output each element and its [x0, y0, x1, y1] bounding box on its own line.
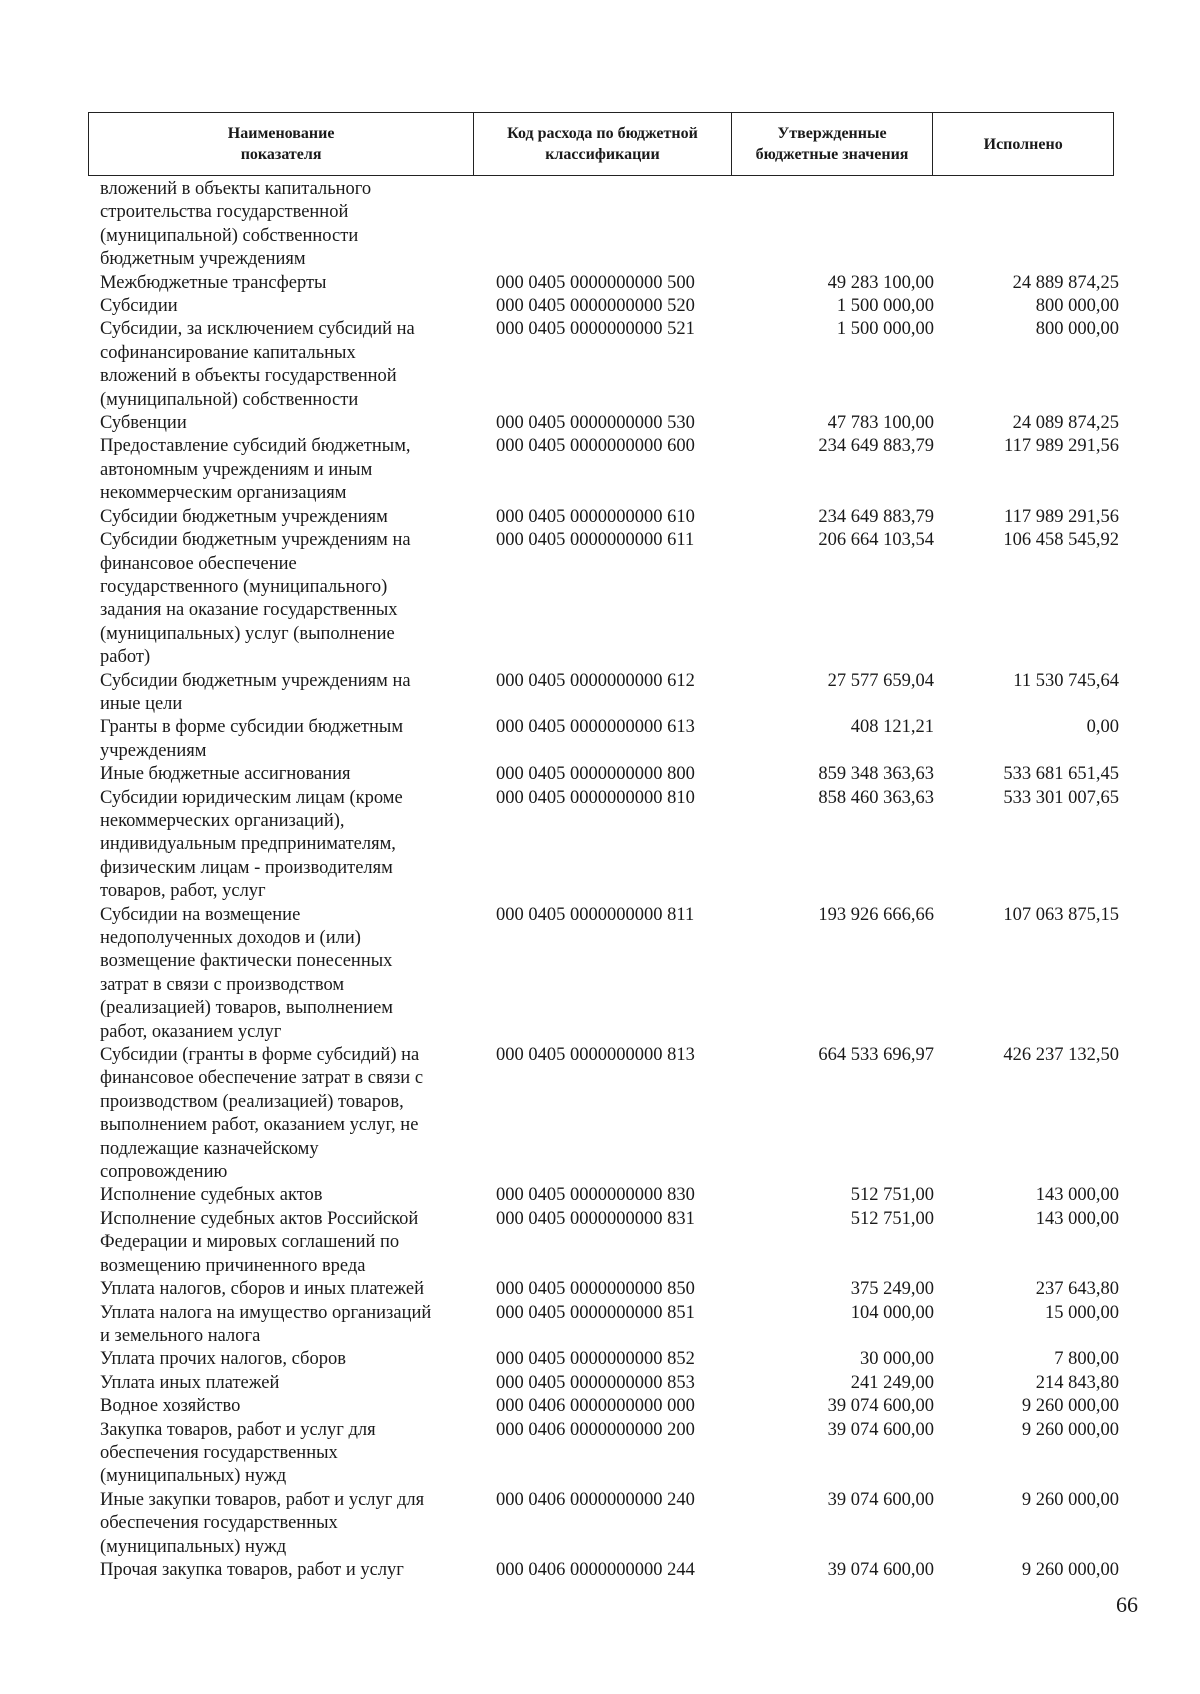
row-code: 000 0405 0000000000 800: [496, 764, 695, 785]
row-name: Водное хозяйство: [100, 1396, 241, 1417]
table-row: [100, 1559, 1120, 1582]
row-name: Исполнение судебных актов: [100, 1185, 323, 1206]
row-approved: 234 649 883,79: [818, 436, 934, 457]
row-approved: [716, 178, 934, 272]
row-executed: 533 681 651,45: [1003, 764, 1119, 785]
table-row: [100, 670, 1120, 717]
row-code: [496, 178, 716, 272]
row-code: 000 0405 0000000000 813: [496, 1045, 695, 1066]
row-executed: 117 989 291,56: [1004, 436, 1119, 457]
row-executed: 9 260 000,00: [1021, 1559, 1119, 1580]
row-code: 000 0405 0000000000 600: [496, 436, 695, 457]
row-code: 000 0406 0000000000 244: [496, 1559, 695, 1580]
table-row: [100, 1044, 1120, 1184]
row-executed: 24 889 874,25: [1012, 272, 1119, 293]
table-row: [100, 1419, 1120, 1489]
row-executed: [934, 178, 1119, 272]
row-executed: 533 301 007,65: [1003, 787, 1119, 808]
row-name: Иные бюджетные ассигнования: [100, 764, 351, 785]
header-approved: Утвержденные бюджетные значения: [732, 113, 934, 175]
row-approved: 858 460 363,63: [818, 787, 934, 808]
row-name: Иные закупки товаров, работ и услуг для обеспечения государственных (муниципальных) нужд: [100, 1489, 425, 1557]
row-approved: 39 074 600,00: [827, 1419, 934, 1440]
table-row: [100, 412, 1120, 435]
row-name: Субвенции: [100, 413, 187, 434]
row-executed: 11 530 745,64: [1013, 670, 1119, 691]
row-approved: 39 074 600,00: [827, 1489, 934, 1510]
row-code: 000 0405 0000000000 810: [496, 787, 695, 808]
row-approved: 1 500 000,00: [836, 296, 934, 317]
row-name: Субсидии: [100, 296, 178, 317]
row-code: 000 0405 0000000000 530: [496, 413, 695, 434]
row-approved: 27 577 659,04: [827, 670, 934, 691]
header-name: Наименование показателя: [89, 113, 474, 175]
row-executed: 214 843,80: [1035, 1372, 1119, 1393]
row-code: 000 0405 0000000000 500: [496, 272, 695, 293]
row-approved: 49 283 100,00: [827, 272, 934, 293]
row-executed: 800 000,00: [1035, 319, 1119, 340]
table-row: [100, 435, 1120, 505]
table-row: [100, 1208, 1120, 1278]
row-approved: 104 000,00: [850, 1302, 934, 1323]
row-name: Гранты в форме субсидии бюджетным учреждениям: [100, 717, 404, 761]
header-executed: Исполнено: [983, 135, 1063, 153]
row-code: 000 0405 0000000000 613: [496, 717, 695, 738]
table-row: [100, 1395, 1120, 1418]
page-number: 66: [1116, 1592, 1138, 1617]
row-approved: 859 348 363,63: [818, 764, 934, 785]
table-row: [100, 904, 1120, 1044]
row-name: Субсидии, за исключением субсидий на софинансирование капитальных вложений в объекты государственной (муниципальной) собственности: [100, 319, 415, 410]
row-name: Субсидии бюджетным учреждениям на финансовое обеспечение государственного (муниципального) задания на оказание государственных (муниципальных) услуг (выполнение работ): [100, 530, 411, 668]
table-row: [100, 295, 1120, 318]
row-name: Межбюджетные трансферты: [100, 272, 327, 293]
table-row: [100, 1184, 1120, 1207]
row-executed: 143 000,00: [1035, 1185, 1119, 1206]
row-name: Исполнение судебных актов Российской Федерации и мировых соглашений по возмещению причиненного вреда: [100, 1208, 419, 1276]
row-executed: 15 000,00: [1045, 1302, 1119, 1323]
table-row: [100, 787, 1120, 904]
row-executed: 0,00: [1086, 717, 1119, 738]
row-executed: 9 260 000,00: [1021, 1489, 1119, 1510]
row-name: Субсидии на возмещение недополученных доходов и (или) возмещение фактически понесенных затрат в связи с производством (реализацией) товаров, выполнением работ, оказанием услуг: [100, 904, 393, 1042]
row-approved: 39 074 600,00: [827, 1396, 934, 1417]
table-row: [100, 1302, 1120, 1349]
row-code: 000 0406 0000000000 000: [496, 1396, 695, 1417]
row-executed: 106 458 545,92: [1003, 530, 1119, 551]
row-approved: 206 664 103,54: [818, 530, 934, 551]
row-code: 000 0405 0000000000 612: [496, 670, 695, 691]
row-code: 000 0406 0000000000 240: [496, 1489, 695, 1510]
row-code: 000 0405 0000000000 811: [496, 904, 695, 925]
row-executed: 426 237 132,50: [1003, 1045, 1119, 1066]
row-name: Субсидии бюджетным учреждениям на иные цели: [100, 670, 411, 714]
row-name: Субсидии юридическим лицам (кроме некоммерческих организаций), индивидуальным предпринимателям, физическим лицам - производителям товаров, работ, услуг: [100, 787, 403, 902]
row-approved: 193 926 666,66: [818, 904, 934, 925]
row-approved: 39 074 600,00: [827, 1559, 934, 1580]
table-row: [100, 506, 1120, 529]
table-body: [100, 178, 1120, 1582]
row-executed: 9 260 000,00: [1021, 1419, 1119, 1440]
row-approved: 512 751,00: [850, 1185, 934, 1206]
row-code: 000 0405 0000000000 521: [496, 319, 695, 340]
row-code: 000 0405 0000000000 830: [496, 1185, 695, 1206]
row-name: Уплата налога на имущество организаций и земельного налога: [100, 1302, 432, 1346]
table-header: [88, 112, 1114, 176]
row-executed: 800 000,00: [1035, 296, 1119, 317]
row-approved: 234 649 883,79: [818, 506, 934, 527]
row-executed: 7 800,00: [1054, 1349, 1119, 1370]
row-approved: 512 751,00: [850, 1208, 934, 1229]
row-name: Уплата прочих налогов, сборов: [100, 1349, 346, 1370]
row-approved: 1 500 000,00: [836, 319, 934, 340]
row-executed: 237 643,80: [1035, 1279, 1119, 1300]
row-name: Уплата налогов, сборов и иных платежей: [100, 1279, 425, 1300]
table-row: [100, 716, 1120, 763]
row-approved: 375 249,00: [850, 1279, 934, 1300]
row-code: 000 0405 0000000000 850: [496, 1279, 695, 1300]
table-row: [100, 272, 1120, 295]
row-code: 000 0405 0000000000 851: [496, 1302, 695, 1323]
row-code: 000 0405 0000000000 853: [496, 1372, 695, 1393]
row-executed: 9 260 000,00: [1021, 1396, 1119, 1417]
row-code: 000 0405 0000000000 611: [496, 530, 695, 551]
row-code: 000 0405 0000000000 520: [496, 296, 695, 317]
row-code: 000 0405 0000000000 610: [496, 506, 695, 527]
row-code: 000 0406 0000000000 200: [496, 1419, 695, 1440]
row-executed: 107 063 875,15: [1003, 904, 1119, 925]
row-approved: 47 783 100,00: [827, 413, 934, 434]
row-code: 000 0405 0000000000 831: [496, 1208, 695, 1229]
header-code: Код расхода по бюджетной классификации: [474, 113, 732, 175]
table-row: [100, 1372, 1120, 1395]
row-name: Прочая закупка товаров, работ и услуг: [100, 1559, 404, 1580]
table-row: [100, 178, 1120, 272]
table-row: [100, 318, 1120, 412]
row-approved: 664 533 696,97: [818, 1045, 934, 1066]
table-row: [100, 1278, 1120, 1301]
row-executed: 117 989 291,56: [1004, 506, 1119, 527]
row-name: Субсидии (гранты в форме субсидий) на финансовое обеспечение затрат в связи с производством (реализацией) товаров, выполнением работ, оказанием услуг, не подлежащие казначейскому сопровождению: [100, 1045, 424, 1183]
row-name: Субсидии бюджетным учреждениям: [100, 506, 388, 527]
table-row: [100, 1348, 1120, 1371]
row-executed: 143 000,00: [1035, 1208, 1119, 1229]
row-approved: 30 000,00: [860, 1349, 934, 1370]
row-name: Закупка товаров, работ и услуг для обеспечения государственных (муниципальных) нужд: [100, 1419, 376, 1487]
row-name: Уплата иных платежей: [100, 1372, 280, 1393]
row-executed: 24 089 874,25: [1012, 413, 1119, 434]
row-approved: 408 121,21: [850, 717, 934, 738]
row-name: Предоставление субсидий бюджетным, автономным учреждениям и иным некоммерческим организациям: [100, 436, 411, 504]
row-code: 000 0405 0000000000 852: [496, 1349, 695, 1370]
table-row: [100, 529, 1120, 669]
table-row: [100, 763, 1120, 786]
table-row: [100, 1489, 1120, 1559]
row-approved: 241 249,00: [850, 1372, 934, 1393]
row-name: вложений в объекты капитального строительства государственной (муниципальной) собственности бюджетным учреждениям: [100, 179, 372, 270]
